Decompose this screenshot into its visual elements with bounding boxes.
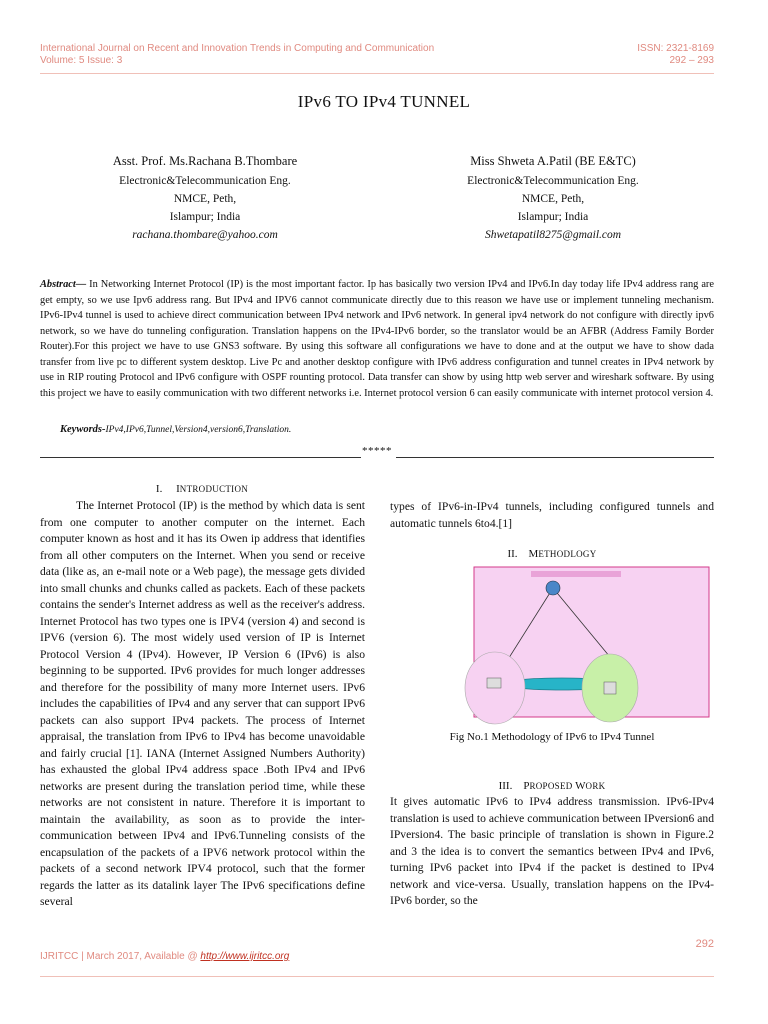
journal-issn: ISSN: 2321-8169 <box>637 43 714 54</box>
pc-icon <box>487 678 501 688</box>
introduction-text <box>40 498 365 911</box>
footer-rule <box>40 976 714 977</box>
separator-line-right <box>396 457 714 458</box>
author-email[interactable]: rachana.thombare@yahoo.com <box>132 229 278 241</box>
host-networks-figure <box>460 648 660 726</box>
author-college: NMCE, Peth, <box>521 193 585 205</box>
section-heading-introduction: I. INTRODUCTION <box>155 483 249 495</box>
server-icon <box>604 682 616 694</box>
author-college: NMCE, Peth, <box>173 193 237 205</box>
keywords-label: Keywords- <box>60 424 106 435</box>
author-block-1 <box>55 152 355 244</box>
abstract-label: Abstract— <box>40 279 87 290</box>
proposed-work-text <box>390 794 714 910</box>
paper-title: IPv6 TO IPv4 TUNNEL <box>297 92 471 111</box>
router-icon <box>546 581 560 595</box>
author-dept: Electronic&Telecommunication Eng. <box>119 175 291 187</box>
author-email[interactable]: Shwetapatil8275@gmail.com <box>484 229 622 241</box>
figure-caption: Fig No.1 Methodology of IPv6 to IPv4 Tunnel <box>449 731 655 743</box>
section-heading-methodology: II. METHODLOGY <box>507 548 597 560</box>
abstract <box>40 277 714 401</box>
author-dept: Electronic&Telecommunication Eng. <box>467 175 639 187</box>
footer: IJRITCC | March 2017, Available @ http://www.ijritcc.org <box>40 951 290 962</box>
page-number: 292 <box>695 938 714 950</box>
author-name: Miss Shweta A.Patil (BE E&TC) <box>470 154 636 168</box>
journal-volume: Volume: 5 Issue: 3 <box>40 55 123 66</box>
author-name: Asst. Prof. Ms.Rachana B.Thombare <box>112 154 298 168</box>
proposed-work-paragraph: It gives automatic IPv6 to IPv4 address transmission. IPv6-IPv4 translation is used to achieve communication between IPversion6 and IPversion4. The basic principle of translation is shown in Figure.2 and 3 the idea is to convert the semantics between IPv4 and IPv6, turning IPv6 packet into IPv4 if the packet is destined to IPv4 network and vice-versa. Usually, translation happens on the IPv4-IPv6 border, so the <box>390 795 714 907</box>
author-place: Islampur; India <box>517 211 589 223</box>
header-rule <box>40 73 714 74</box>
introduction-paragraph: The Internet Protocol (IP) is the method by which data is sent from one computer to another computer on the internet. Each computer known as host and it has its Owen ip address that identifies from all other computers on the Internet. When you send or receive data (like as, an e-mail note or a Web page), the message gets divided into small chunks and chunks called as packets. Each of these packets contains the sender's Internet address as well as the receiver's address. Internet Protocol has two types one is IPV4 (version 4) and second is IPV6 (version 6). The most widely used version of IP is Internet Protocol Version 4 (IPv4). However, IP Version 6 (IPv6) is also beginning to be supported. IPv6 provides for much longer addresses and therefore for the possibility of many more Internet users. IPv6 includes the capabilities of IPv4 and any server that can support IPv6 packets can also support IPv4 packets. The process of Internet appraisal, the translation from IPv6 to IPv4 has become unavoidable and fairly crucial [1]. IANA (Internet Assigned Numbers Authority) has exhausted the global IPv4 address space .Both IPv4 and IPv6 networks are present during the translation period time, while these networks are not consistent in nature. Therefore it is important to maintain the availability, as soon as to provide the inter-communication between IPv4 and IPv6.Tunneling consists of the encapsulation of the packets of a IPV6 network protocol within the packets of a second network IPV4 protocol, such that the former regards the latter as its datalink layer The IPv6 specifications define several <box>40 499 365 908</box>
figure-title-bar <box>531 571 621 577</box>
separator-line-left <box>40 457 361 458</box>
separator-stars: ***** <box>362 445 392 457</box>
journal-name: International Journal on Recent and Innovation Trends in Computing and Communication <box>40 43 435 54</box>
right-column-intro-continuation <box>390 499 714 532</box>
author-block-2 <box>403 152 703 244</box>
journal-pages: 292 – 293 <box>669 55 714 66</box>
keywords <box>60 424 291 435</box>
tunnel-types-paragraph: types of IPv6-in-IPv4 tunnels, including configured tunnels and automatic tunnels 6to4.[1] <box>390 500 714 530</box>
journal-link[interactable]: http://www.ijritcc.org <box>200 951 290 962</box>
author-place: Islampur; India <box>169 211 241 223</box>
section-heading-proposed-work: III. PROPOSED WORK <box>498 780 606 792</box>
abstract-text: In Networking Internet Protocol (IP) is the most important factor. Ip has basically two version IPv4 and IPv6.In day today life IPv4 address rang are get empty, so we use Ipv6 address rang. But IPv4 and IPV6 cannot communicate directly due to this reason we have use or implement tunneling mechanism. IPv6-IPv4 tunnel is used to achieve direct communication between IPv4 network and IPv6 network. In general ipv4 network do not configure with directly ipv6 network, so we have do tunneling configuration. Translation happens on the IPv4-IPv6 border, so the translator would be an AFBR (Address Family Border Router).For this project we have to use GNS3 software. By using this software all configurations we have to done and at the output we have to show dada transfer from live pc to different system desktop. Live Pc and another desktop configure with IPv6 address configuration and tunnel creates in IPv4 network by use in RIP routing Protocol and IPv6 configure with OSPF rounting protocol. Data transfer can show by using http web server and wireshark software. By using this project we have to easily communication with two different networks i.e. Internet protocol version 6 can easily communicate with internet protocol version 4. <box>40 279 714 399</box>
keywords-text: IPv4,IPv6,Tunnel,Version4,version6,Translation. <box>105 425 292 435</box>
